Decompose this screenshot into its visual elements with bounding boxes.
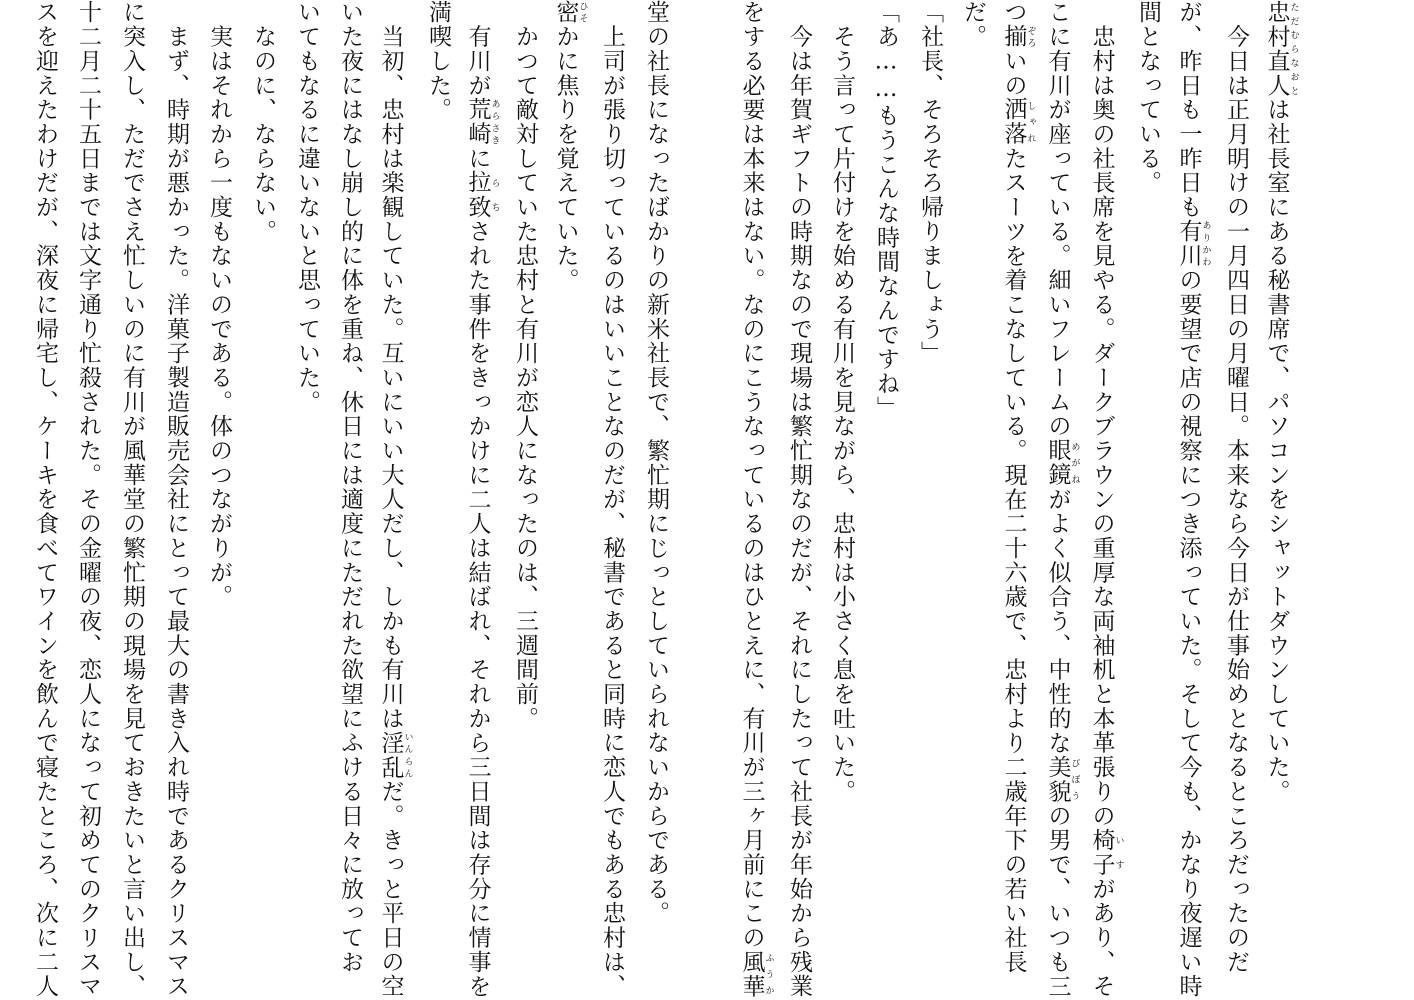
text-column [510,0,540,731]
column-text: なのに、ならない。 [250,0,276,244]
column-text: 「あ……もうこんな時間なんですね」 [873,0,899,420]
column-text: 実はそれから一度もないのである。体のつながりが。 [206,0,232,609]
column-text: いてもなるに違いないと思っていた。 [294,0,320,414]
text-column [292,0,322,414]
text-column [1133,0,1163,195]
column-text: 有川が荒崎 あらさきに拉 ら致 ちされた事件をきっかけに二人は結ばれ、それから三日間は存分に情事を [464,0,500,999]
text-column [73,0,103,998]
text-column [248,0,278,244]
column-text: が、昨日も一昨日も有川 ありかわの要望で店の視察につき添っていた。そして今も、かなり夜遅い時 [1175,0,1211,999]
text-column [1221,0,1251,974]
column-text: 今は年賀ギフトの時期なので現場は繁忙期なのだが、それにしたって社長が年始から残業 [786,0,812,999]
column-text: 堂の社長になったばかりの新米社長で、繁忙期にじっとしていられないからである。 [643,0,669,926]
text-column [117,0,147,998]
text-column [161,0,191,998]
column-text: 忠村直人 ただむらなおとは社長室にある秘書席で、パソコンをシャットダウンしていた。 [1263,0,1299,804]
column-text: 当初、忠村は楽観していた。互いにいい大人だし、しかも有川は淫乱 いんらんだ。きっと平日の空 [377,0,413,999]
text-column [738,0,774,999]
text-column [958,0,988,49]
column-text: いた夜にはなし崩し的に体を重ね、休日には適度にただれた欲望にふける日々に放ってお [337,0,363,974]
column-text: 忠村は奥の社長席を見やる。ダークブラウンの重厚な両袖机と本革張りの椅子 いすがあり、そ [1088,0,1124,999]
column-text: 満喫した。 [425,0,451,122]
column-text: 十二月二十五日までは文字通り忙殺された。その金曜の夜、恋人になって初めてのクリスマ [75,0,101,999]
text-column [827,0,857,804]
column-text: まず、時期が悪かった。洋菓子製造販売会社にとって最大の書き入れ時であるクリスマス [163,0,189,999]
text-column [641,0,671,925]
text-column [1263,0,1299,804]
text-column [204,0,234,609]
text-column [597,0,627,998]
column-text: 「社長、そろそろ帰りましょう」 [917,0,943,366]
column-text: 間となっている。 [1135,0,1161,195]
column-text: だ。 [960,0,986,49]
text-column [377,0,413,999]
text-column [30,0,60,998]
text-column [1088,0,1124,999]
column-text: に突入し、ただでさえ忙しいのに有川が風華堂の繁忙期の現場を見ておきたいと言い出し、 [119,0,145,999]
column-text: スを迎えたわけだが、深夜に帰宅し、ケーキを食べてワインを飲んで寝たところ、次に二人 [32,0,58,999]
column-text: 上司が張り切っているのはいいことなのだが、秘書であると同時に恋人でもある忠村は、 [599,0,625,999]
column-text: つ揃 ぞろいの洒落 しゃれたスーツを着こなしている。現在二十六歳で、忠村より二歳年下の若い社長 [1000,0,1036,975]
text-column [1175,0,1211,999]
text-column [1000,0,1036,975]
text-column [464,0,500,999]
text-column [871,0,901,420]
column-text: こに有川が座っている。細いフレームの眼鏡 めがねがよく似合う、中性的な美貌 びぼうの男で、いつも三 [1044,0,1080,999]
text-column [784,0,814,998]
text-column [915,0,945,365]
column-text: をする必要は本来はない。なのにこうなっているのはひとえに、有川が三ヶ月前にこの風華 ふうか [738,0,774,999]
column-text: 今日は正月明けの一月四日の月曜日。本来なら今日が仕事始めとなるところだったのだ [1223,0,1249,974]
column-text: 密 ひそかに焦りを覚えていた。 [552,0,588,293]
right-page [707,0,1414,1000]
text-column [1044,0,1080,999]
column-text: そう言って片付けを始める有川を見ながら、忠村は小さく息を吐いた。 [829,0,855,804]
text-column [335,0,365,974]
text-column [552,0,588,293]
text-column [423,0,453,122]
column-text: かつて敵対していた忠村と有川が恋人になったのは、三週間前。 [512,0,538,731]
